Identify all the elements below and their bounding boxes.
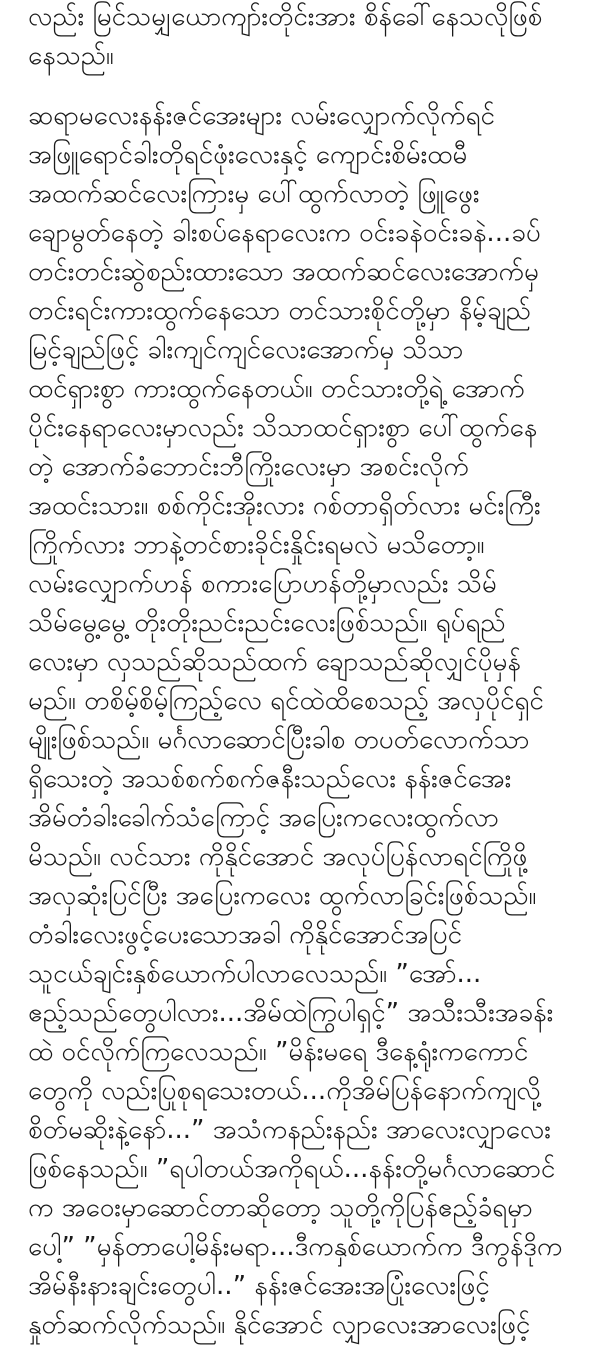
- text-line: သူငယ်ချင်းနှစ်ယောက်ပါလာလေသည်။ ”အော်...: [28, 959, 482, 989]
- text-line: ထင်ရှားစွာ ကားထွက်နေတယ်။ တင်သားတို့ရဲ့ အောက်: [28, 374, 525, 404]
- text-line: တင်းတင်းဆွဲစည်းထားသော အထက်ဆင်လေးအောက်မှ: [28, 257, 539, 287]
- text-line: ဧည့်သည်တွေပါလား...အိမ်ထဲကြွပါရှင့်” အသီးသီးအခန်း: [28, 998, 554, 1028]
- text-line: ချောမွတ်နေတဲ့ ခါးစပ်နေရာလေးက ဝင်းခနဲဝင်းခနဲ...ခပ်: [28, 218, 541, 248]
- text-line: သိမ်မွေ့မွေ့ တိုးတိုးညင်းညင်းလေးဖြစ်သည်။ ရုပ်ရည်: [28, 608, 506, 638]
- text-line: ဖြစ်နေသည်။ ”ရပါတယ်အကိုရယ်...နန်းတို့မင်္ဂလာဆောင်: [28, 1154, 556, 1184]
- text-line: ဆရာမလေးနန်းဇင်အေးများ လမ်းလျှောက်လိုက်ရင်: [28, 101, 495, 131]
- text-line: အထင်းသား။ စစ်ကိုင်းအိုးလား ဂစ်တာရှိတ်လား မင်းကြီး: [28, 491, 541, 521]
- text-line: ကြိုက်လား ဘာနဲ့တင်စားခိုင်းနှိုင်းရမလဲ မသိတော့။: [28, 530, 485, 560]
- text-line: လည်း မြင်သမျှယောကျာ်းတိုင်းအား စိန်ခေါ်နေသလိုဖြစ်: [28, 2, 543, 32]
- text-line: စိတ်မဆိုးနဲ့နော်...” အသံကနည်းနည်း အာလေးလျှာလေး: [28, 1115, 551, 1145]
- paragraph-1: [28, 0, 592, 76]
- text-line: မြင့်ချည်ဖြင့် ခါးကျင်ကျင်လေးအောက်မှ သိသာ: [28, 335, 464, 365]
- text-line: နှုတ်ဆက်လိုက်သည်။ နိုင်အောင် လျှာလေးအာလေးဖြင့်: [28, 1310, 531, 1340]
- text-line: ထဲ ဝင်လိုက်ကြလေသည်။ ”မိန်းမရေ ဒီနေ့ရုံးကကောင်: [28, 1037, 529, 1067]
- text-line: တင်းရင်းကားထွက်နေသော တင်သားစိုင်တို့မှာ နိမ့်ချည်: [28, 296, 531, 326]
- text-line: အဖြူရောင်ခါးတိုရင်ဖုံးလေးနှင့် ကျောင်းစိမ်းထမီ: [28, 140, 468, 170]
- text-line: အလှဆုံးပြင်ပြီး အပြေးကလေး ထွက်လာခြင်းဖြစ်သည်။: [28, 881, 537, 911]
- text-line: နေသည်။: [28, 41, 114, 71]
- text-line: မည်။ တစိမ့်စိမ့်ကြည့်လေ ရင်ထဲထိစေသည့် အလှပိုင်ရှင်: [28, 686, 544, 716]
- paragraph-2: [28, 97, 592, 1345]
- text-line: က အဝေးမှာဆောင်တာဆိုတော့ သူတို့ကိုပြန်ဧည့်ခံရမှာ: [28, 1193, 533, 1223]
- text-line: လမ်းလျှောက်ဟန် စကားပြောဟန်တို့မှာလည်း သိမ်: [28, 569, 497, 599]
- text-line: တံခါးလေးဖွင့်ပေးသောအခါ ကိုနိုင်အောင်အပြင်: [28, 920, 462, 950]
- text-line: တွေကို လည်းပြုစုရသေးတယ်...ကိုအိမ်ပြန်နောက်ကျလို့: [28, 1076, 541, 1106]
- text-line: အထက်ဆင်လေးကြားမှ ပေါ်ထွက်လာတဲ့ ဖြူဖွေး: [28, 179, 480, 209]
- text-line: တဲ့ အောက်ခံဘောင်းဘီကြိုးလေးမှာ အစင်းလိုက်: [28, 452, 469, 482]
- text-line: လေးမှာ လှသည်ဆိုသည်ထက် ချောသည်ဆိုလျှင်ပိုမှန်: [28, 647, 521, 677]
- text-line: အိမ်နီးနားချင်းတွေပါ..” နန်းဇင်အေးအပြုံးလေးဖြင့်: [28, 1271, 490, 1301]
- text-line: မျိုးဖြစ်သည်။ မင်္ဂလာဆောင်ပြီးခါစ တပတ်လောက်သာ: [28, 725, 530, 755]
- text-line: မိသည်။ လင်သား ကိုနိုင်အောင် အလုပ်ပြန်လာရင်ကြိုဖို့: [28, 842, 528, 872]
- text-line: ပေါ့” ”မှန်တာပေါ့မိန်းမရာ...ဒီကနှစ်ယောက်က ဒီကွန်ဒိုက: [28, 1232, 563, 1262]
- text-line: အိမ်တံခါးခေါက်သံကြောင့် အပြေးကလေးထွက်လာ: [28, 803, 499, 833]
- text-line: ရှိသေးတဲ့ အသစ်စက်စက်ဇနီးသည်လေး နန်းဇင်အေး: [28, 764, 512, 794]
- text-line: ပိုင်းနေရာလေးမှာလည်း သိသာထင်ရှားစွာ ပေါ်ထွက်နေ: [28, 413, 538, 443]
